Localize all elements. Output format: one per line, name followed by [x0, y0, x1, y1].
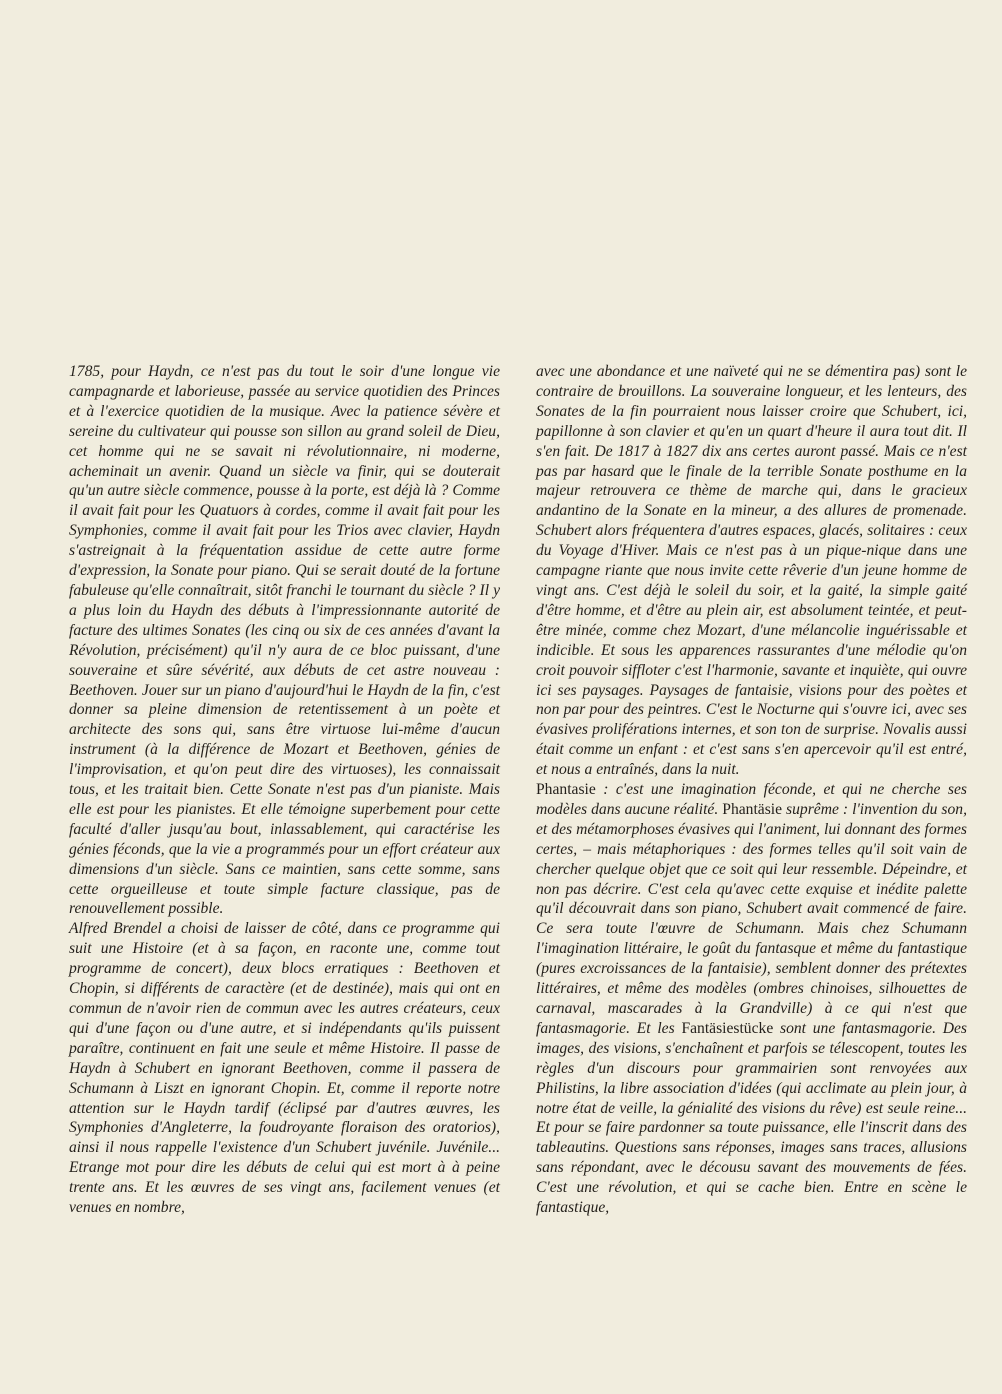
- paragraph-schubert: avec une abondance et une naïveté qui ne se démentira pas) sont le contraire de brouillons. La souveraine longueur, et les lenteurs, des Sonates de la fin pourraient nous laisser croire que Schubert, ici, papillonne à son clavier et qu'en un quart d'heure il aura tout dit. Il s'en fait. De 1817 à 1827 dix ans certes auront passé. Mais ce n'est pas par hasard que le finale de la terrible Sonate posthume en la majeur retrouvera ce thème de marche qui, dans le gracieux andantino de la Sonate en la mineur, a des allures de promenade. Schubert alors fréquentera d'autres espaces, glacés, solitaires : ceux du Voyage d'Hiver. Mais ce n'est pas à un pique-nique dans une campagne riante que nous invite cette rêverie d'un jeune homme de vingt ans. C'est déjà le soleil du soir, et la gaité, la simple gaité d'être homme, et d'être au plein air, est absolument teintée, et peut-être minée, comme chez Mozart, d'une mélancolie inguérissable et indicible. Et sous les apparences rassurantes d'une mélodie qu'on croit pouvoir siffloter c'est l'harmonie, savante et inquiète, qui ouvre ici ses paysages. Paysages de fantaisie, visions pour des poètes et non par pour des peintres. C'est le Nocturne qui s'ouvre ici, avec ses évasives proliférations internes, et son ton de surprise. Novalis aussi était comme un enfant : et c'est sans s'en apercevoir qu'il est entré, et nous a entraînés, dans la nuit.: [536, 363, 967, 779]
- paragraph-brendel-program: Alfred Brendel a choisi de laisser de côté, dans ce programme qui suit une Histoire (et à sa façon, en raconte une, comme tout programme de concert), deux blocs erratiques : Beethoven et Chopin, si différents de caractère (et de destinée), mais qui ont en commun de n'avoir rien de commun avec les autres créateurs, ceux qui d'une façon ou d'une autre, et si indépendants qu'ils puissent paraître, continuent en fait une seule et même Histoire. Il passe de Haydn à Schubert en ignorant Beethoven, comme il passera de Schumann à Liszt en ignorant Chopin. Et, comme il reporte notre attention sur le Haydn tardif (éclipsé par d'autres œuvres, les Symphonies d'Angleterre, la foudroyante floraison des oratorios), ainsi il nous rappelle l'existence d'un Schubert juvénile. Juvénile... Etrange mot pour dire les débuts de celui qui est mort à à peine trente ans. Et les œuvres de ses vingt ans, facilement venues (et venues en nombre,: [69, 920, 500, 1217]
- right-column: [536, 362, 967, 1218]
- paragraph-haydn-sonata: 1785, pour Haydn, ce n'est pas du tout le soir d'une longue vie campagnarde et laborieuse, passée au service quotidien des Princes et à l'exercice quotidien de la musique. Avec la patience sévère et sereine du cultivateur qui pousse son sillon au grand soleil de Dieu, cet homme qui ne se savait ni révolutionnaire, ni moderne, acheminait un avenir. Quand un siècle va finir, qui se douterait qu'un autre siècle commence, pousse à la porte, est déjà là ? Comme il avait fait pour les Quatuors à cordes, comme il avait fait pour les Symphonies, comme il avait fait pour les Trios avec clavier, Haydn s'astreignait à la fréquentation assidue de cette autre forme d'expression, la Sonate pour piano. Qui se serait douté de la fortune fabuleuse qu'elle connaîtrait, sitôt franchi le tournant du siècle ? Il y a plus loin du Haydn des débuts à l'impressionnante autorité de facture des ultimes Sonates (les cinq ou six de ces années d'avant la Révolution, précisément) qu'il n'y aura de ce bloc puissant, d'une souveraine et sûre sévérité, aux débuts de cet astre nouveau : Beethoven. Jouer sur un piano d'aujourd'hui le Haydn de la fin, c'est donner sa pleine dimension de retentissement à un poète et architecte des sons qui, sans être virtuose lui-même d'aucun instrument (à la différence de Mozart et Beethoven, génies de l'improvisation, et qu'on peut dire des virtuoses), les connaissait tous, et les traitait bien. Cette Sonate n'est pas d'un pianiste. Mais elle est pour les pianistes. Et elle témoigne superbement pour cette faculté d'aller jusqu'au bout, inlassablement, qui caractérise les génies féconds, que la vie a programmés pour un effort créateur aux dimensions d'un siècle. Sans ce maintien, sans cette somme, sans cette orgueilleuse et toute simple facture classique, pas de renouvellement possible.: [69, 363, 500, 918]
- term-phantasie-supreme: Phantäsie: [722, 800, 783, 818]
- paragraph-phantasie-text-2: suprême : l'invention du son, et des métamorphoses évasives qui l'animent, lui donnant des formes certes, – mais métaphoriques : des formes telles qu'il soit vain de chercher quelque objet que ce soit qui leur ressemble. Dépeindre, et non pas décrire. C'est cela qu'avec cette exquise et inédite palette qu'il découvrait dans son piano, Schubert avait commencé de faire. Ce sera toute l'œuvre de Schumann. Mais chez Schumann l'imagination littéraire, le goût du fantasque et même du fantastique (pures excroissances de la fantaisie), semblent donner des prétextes littéraires, et même des modèles (ombres chinoises, silhouettes de carnaval, mascarades à la Grandville) à ce qui n'est que fantasmagorie. Et les: [536, 800, 967, 1037]
- paragraph-phantasie-text-3: sont une fantasmagorie. Des images, des visions, s'enchaînent et parfois se télescopent, toutes les règles d'un discours pour grammairien sont renvoyées aux Philistins, la libre association d'idées (qui acclimate au plein jour, à notre état de veille, la génialité des visions du rêve) est seule reine... Et pour se faire pardonner sa toute puissance, elle l'inscrit dans des tableautins. Questions sans réponses, images sans traces, allusions sans répondant, avec le décousu savant des mouvements de fées. C'est une révolution, et qui se cache bien. Entre en scène le fantastique,: [536, 1019, 968, 1217]
- paragraph-phantasie-text-1: : c'est une imagination féconde, et qui ne cherche ses modèles dans aucune réalité.: [536, 781, 967, 818]
- term-fantasiestucke: Fantäsiestücke: [681, 1019, 774, 1037]
- paragraph-phantasie: [536, 780, 967, 1218]
- left-column: [69, 362, 500, 1218]
- term-phantasie: Phantasie: [536, 781, 596, 799]
